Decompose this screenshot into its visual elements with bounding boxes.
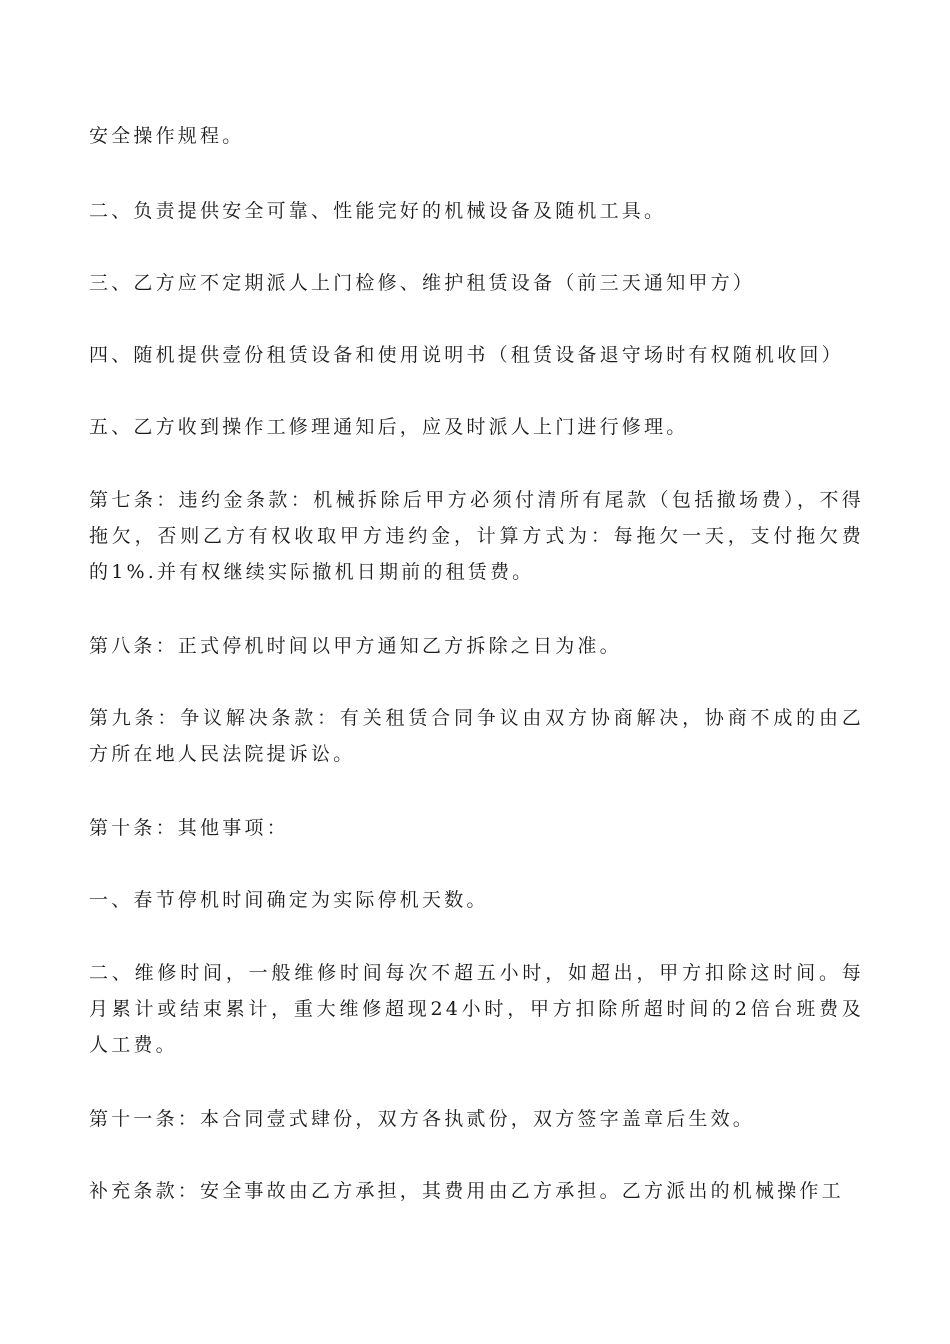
paragraph-other-1-holiday: 一、春节停机时间确定为实际停机天数。 (89, 889, 489, 911)
paragraph-item-5-repair: 五、乙方收到操作工修理通知后，应及时派人上门进行修理。 (89, 416, 689, 438)
paragraph-item-3-inspection: 三、乙方应不定期派人上门检修、维护租赁设备（前三天通知甲方） (89, 272, 756, 294)
paragraph-article-9-dispute: 第九条：争议解决条款：有关租赁合同争议由双方协商解决，协商不成的由乙方所在地人民法院提诉讼。 (89, 707, 864, 765)
paragraph-supplementary-terms: 补充条款：安全事故由乙方承担，其费用由乙方承担。乙方派出的机械操作工 (89, 1180, 844, 1202)
paragraph-safety-rules: 安全操作规程。 (89, 125, 245, 147)
paragraph-article-7-penalty: 第七条：违约金条款：机械拆除后甲方必须付清所有尾款（包括撤场费），不得拖欠，否则乙方有权收取甲方违约金，计算方式为：每拖欠一天，支付拖欠费的1%.并有权继续实际撤机日期前的租赁费。 (89, 489, 864, 583)
paragraph-item-2-equipment: 二、负责提供安全可靠、性能完好的机械设备及随机工具。 (89, 200, 667, 222)
paragraph-article-8-stop-time: 第八条：正式停机时间以甲方通知乙方拆除之日为准。 (89, 635, 622, 657)
paragraph-other-2-maintenance: 二、维修时间，一般维修时间每次不超五小时，如超出，甲方扣除这时间。每月累计或结束累计，重大维修超现24小时，甲方扣除所超时间的2倍台班费及人工费。 (89, 962, 864, 1056)
paragraph-article-10-other: 第十条：其他事项： (89, 817, 289, 839)
paragraph-article-11-copies: 第十一条：本合同壹式肆份，双方各执贰份，双方签字盖章后生效。 (89, 1108, 756, 1130)
paragraph-item-4-manual: 四、随机提供壹份租赁设备和使用说明书（租赁设备退守场时有权随机收回） (89, 344, 844, 366)
